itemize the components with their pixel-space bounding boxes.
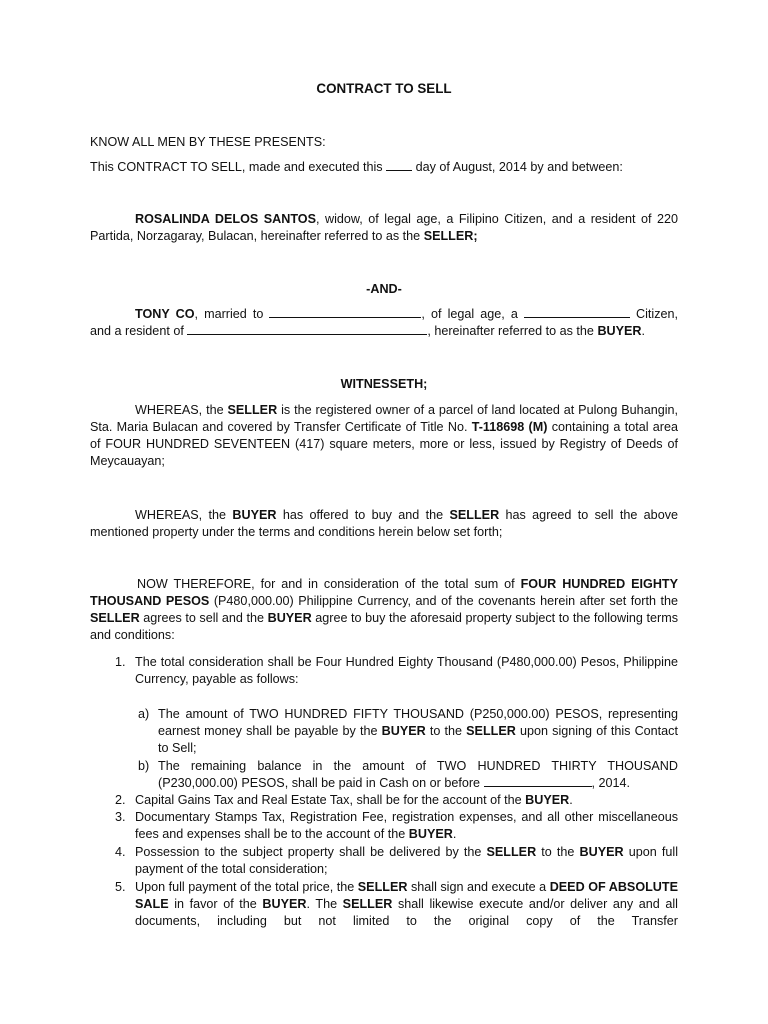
- subterm-letter: b): [138, 759, 150, 773]
- seller-name: ROSALINDA DELOS SANTOS: [135, 212, 317, 226]
- subterm-item: a) The amount of TWO HUNDRED FIFTY THOUSAND (P250,000.00) PESOS, representing earnest money shall be payable by the BUYER to the SELLER upon signing of this Contact to Sell;: [138, 707, 678, 755]
- buyer-party-paragraph: TONY CO, married to , of legal age, a Citizen, and a resident of , hereinafter referred to as the BUYER.: [90, 307, 679, 338]
- term-item: 2. Capital Gains Tax and Real Estate Tax, shall be for the account of the BUYER.: [115, 793, 573, 807]
- now-therefore-paragraph: NOW THEREFORE, for and in consideration of the total sum of FOUR HUNDRED EIGHTY THOUSAND PESOS (P480,000.00) Philippine Currency, and of the covenants herein after set forth the SELLER agrees to sell and the BUYER agree to buy the aforesaid property subject to the following terms and conditions:: [90, 577, 679, 642]
- term-item: 3. Documentary Stamps Tax, Registration Fee, registration expenses, and all other miscellaneous fees and expenses shall be to the account of the BUYER.: [115, 810, 678, 841]
- residence-blank: [187, 323, 427, 335]
- buyer-name: TONY CO: [135, 307, 195, 321]
- term-item: 4. Possession to the subject property shall be delivered by the SELLER to the BUYER upon full payment of the total consideration;: [115, 845, 678, 876]
- subterm-item: b) The remaining balance in the amount of TWO HUNDRED THIRTY THOUSAND (P230,000.00) PESOS, shall be paid in Cash on or before , 2014.: [138, 759, 678, 790]
- payment-date-blank: [484, 775, 592, 787]
- whereas-offer-paragraph: WHEREAS, the BUYER has offered to buy and the SELLER has agreed to sell the above mentioned property under the terms and conditions herein below set forth;: [90, 508, 678, 539]
- day-blank: [386, 159, 412, 171]
- and-separator: -AND-: [366, 282, 402, 296]
- term-number: 4.: [115, 845, 126, 859]
- witnesseth-heading: WITNESSETH;: [340, 377, 428, 391]
- term-item: 5. Upon full payment of the total price, the SELLER shall sign and execute a DEED OF ABSOLUTE SALE in favor of the BUYER. The SELLER shall likewise execute and/or deliver any and all documents, including but not limited to the original copy of the Transfer: [115, 880, 678, 928]
- citizenship-blank: [524, 306, 630, 318]
- intro-paragraph: This CONTRACT TO SELL, made and executed this day of August, 2014 by and between:: [90, 160, 623, 174]
- seller-party-paragraph: ROSALINDA DELOS SANTOS, widow, of legal age, a Filipino Citizen, and a resident of 220 Partida, Norzagaray, Bulacan, hereinafter referred to as the SELLER;: [90, 212, 679, 243]
- term-number: 1.: [115, 655, 126, 669]
- term-number: 2.: [115, 793, 126, 807]
- term-item: 1. The total consideration shall be Four Hundred Eighty Thousand (P480,000.00) Pesos, Philippine Currency, payable as follows:: [115, 655, 678, 686]
- document-page: [90, 0, 678, 1024]
- preamble: KNOW ALL MEN BY THESE PRESENTS:: [90, 135, 326, 149]
- term-number: 3.: [115, 810, 126, 824]
- tct-number: T-118698 (M): [471, 420, 548, 434]
- spouse-blank: [269, 306, 421, 318]
- whereas-ownership-paragraph: WHEREAS, the SELLER is the registered owner of a parcel of land located at Pulong Buhangin, Sta. Maria Bulacan and covered by Transfer Certificate of Title No. T-118698 (M) containing a total area of FOUR HUNDRED SEVENTEEN (417) square meters, more or less, issued by Registry of Deeds of Meycauayan;: [90, 403, 679, 468]
- term-number: 5.: [115, 880, 126, 894]
- document-title: CONTRACT TO SELL: [316, 81, 452, 96]
- subterm-letter: a): [138, 707, 150, 721]
